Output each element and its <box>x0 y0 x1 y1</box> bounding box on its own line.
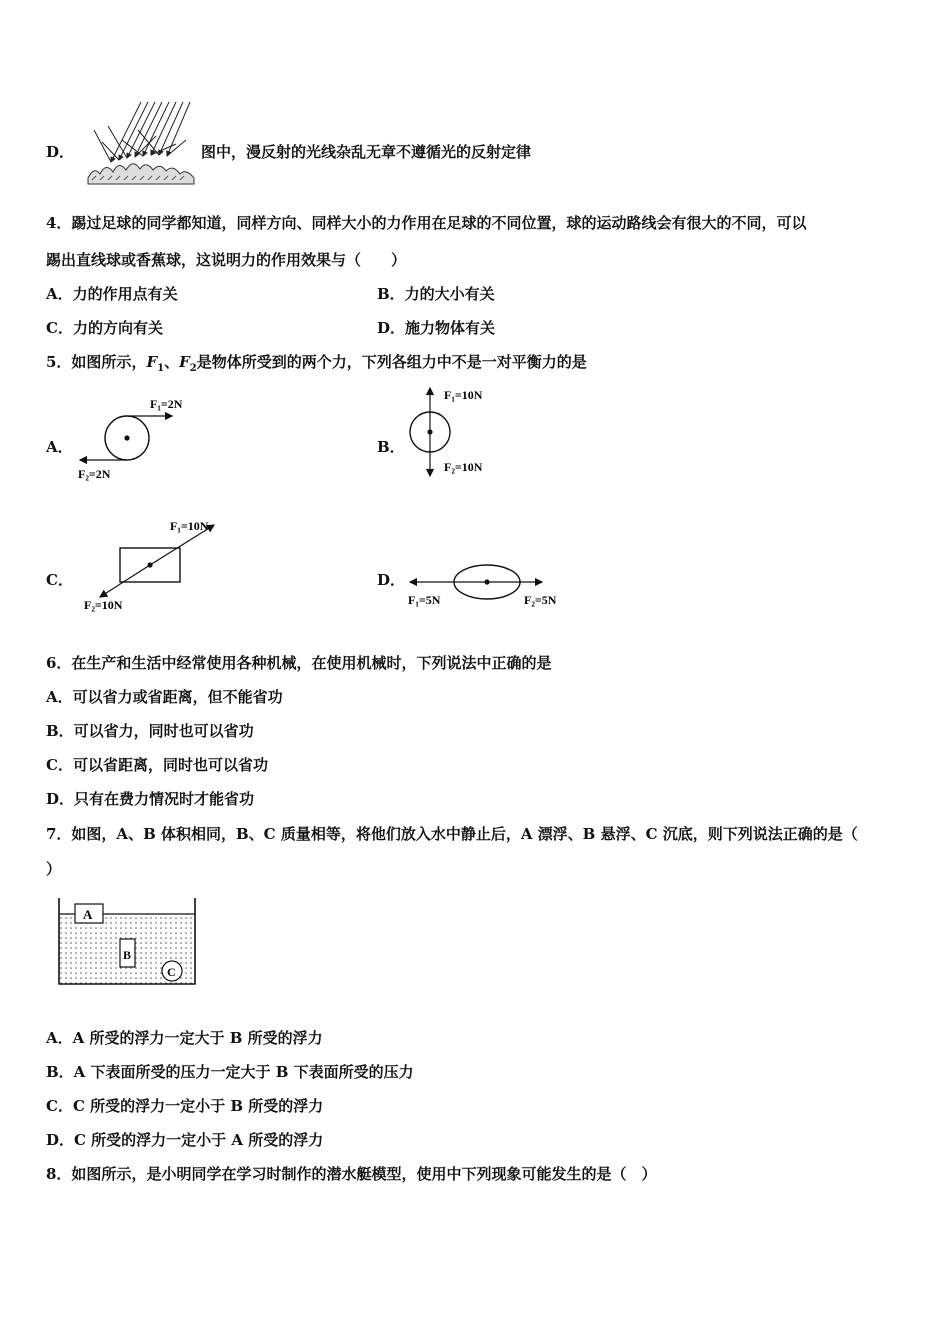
q4-option-c: C．力的方向有关 <box>46 319 163 337</box>
q5-a-f2-label: F₂=2N <box>78 467 111 481</box>
q5-option-c-label: C． <box>46 571 73 589</box>
q7-label-a: A <box>83 907 93 922</box>
q5-stem-prefix: 5．如图所示， <box>46 353 147 371</box>
q4-option-b: B．力的大小有关 <box>377 285 495 303</box>
q7-option-a: A．A 所受的浮力一定大于 B 所受的浮力 <box>46 1029 323 1047</box>
q5-c-f1-label: F₁=10N <box>170 519 209 533</box>
q7-water-tank-figure <box>54 896 200 988</box>
q7-label-b: B <box>123 948 132 962</box>
q4-option-d: D．施力物体有关 <box>377 319 496 337</box>
q5-figure-d <box>402 560 572 612</box>
q4-stem-line2: 踢出直线球或香蕉球，这说明力的作用效果与（ ） <box>46 251 407 269</box>
q6-option-d: D．只有在费力情况时才能省功 <box>46 790 255 808</box>
q5-sep: 、 <box>164 353 180 371</box>
q6-option-a: A．可以省力或省距离，但不能省功 <box>46 688 283 706</box>
q6-option-b: B．可以省力，同时也可以省功 <box>46 722 254 740</box>
q5-f1-sub: 1 <box>157 363 165 374</box>
q5-stem-suffix: 是物体所受到的两个力，下列各组力中不是一对平衡力的是 <box>196 353 587 371</box>
q6-option-c: C．可以省距离，同时也可以省功 <box>46 756 268 774</box>
q7-stem-line1: 7．如图，A、B 体积相同，B、C 质量相等，将他们放入水中静止后，A 漂浮、B 悬浮、C 沉底，则下列说法正确的是（ <box>46 825 858 843</box>
q5-a-f1-label: F₁=2N <box>150 397 183 411</box>
q5-c-f2-label: F₂=10N <box>84 598 123 612</box>
q3-option-d-text: 图中，漫反射的光线杂乱无章不遵循光的反射定律 <box>201 143 532 161</box>
q5-option-d-label: D． <box>377 571 406 589</box>
q5-figure-c <box>78 515 238 615</box>
q5-b-f1-label: F₁=10N <box>444 388 483 402</box>
q7-label-c: C <box>167 965 176 979</box>
q5-figure-a <box>74 392 204 484</box>
q5-d-f1-label: F₁=5N <box>408 593 441 607</box>
q5-stem <box>46 351 587 374</box>
diffuse-reflection-figure <box>86 100 198 188</box>
q7-option-b: B．A 下表面所受的压力一定大于 B 下表面所受的压力 <box>46 1063 414 1081</box>
q4-option-a: A．力的作用点有关 <box>46 285 178 303</box>
q5-b-f2-label: F₂=10N <box>444 460 483 474</box>
q5-f2-sub: 2 <box>189 363 197 374</box>
q5-figure-b <box>400 384 510 480</box>
q5-f1-symbol: F <box>146 353 158 371</box>
q6-stem: 6．在生产和生活中经常使用各种机械，在使用机械时，下列说法中正确的是 <box>46 654 552 672</box>
q5-f2-symbol: F <box>179 353 190 371</box>
q5-d-f2-label: F₂=5N <box>524 593 557 607</box>
q7-option-c: C．C 所受的浮力一定小于 B 所受的浮力 <box>46 1097 324 1115</box>
q5-option-b-label: B． <box>377 438 405 456</box>
q5-option-a-label: A． <box>46 438 73 456</box>
q7-stem-line2: ） <box>46 860 62 878</box>
q4-stem-line1: 4．踢过足球的同学都知道，同样方向、同样大小的力作用在足球的不同位置，球的运动路线会有很大的不同，可以 <box>46 214 807 232</box>
q8-stem: 8．如图所示，是小明同学在学习时制作的潜水艇模型，使用中下列现象可能发生的是（ ） <box>46 1165 657 1183</box>
q7-option-d: D．C 所受的浮力一定小于 A 所受的浮力 <box>46 1131 324 1149</box>
q3-option-d-label: D． <box>46 143 75 161</box>
